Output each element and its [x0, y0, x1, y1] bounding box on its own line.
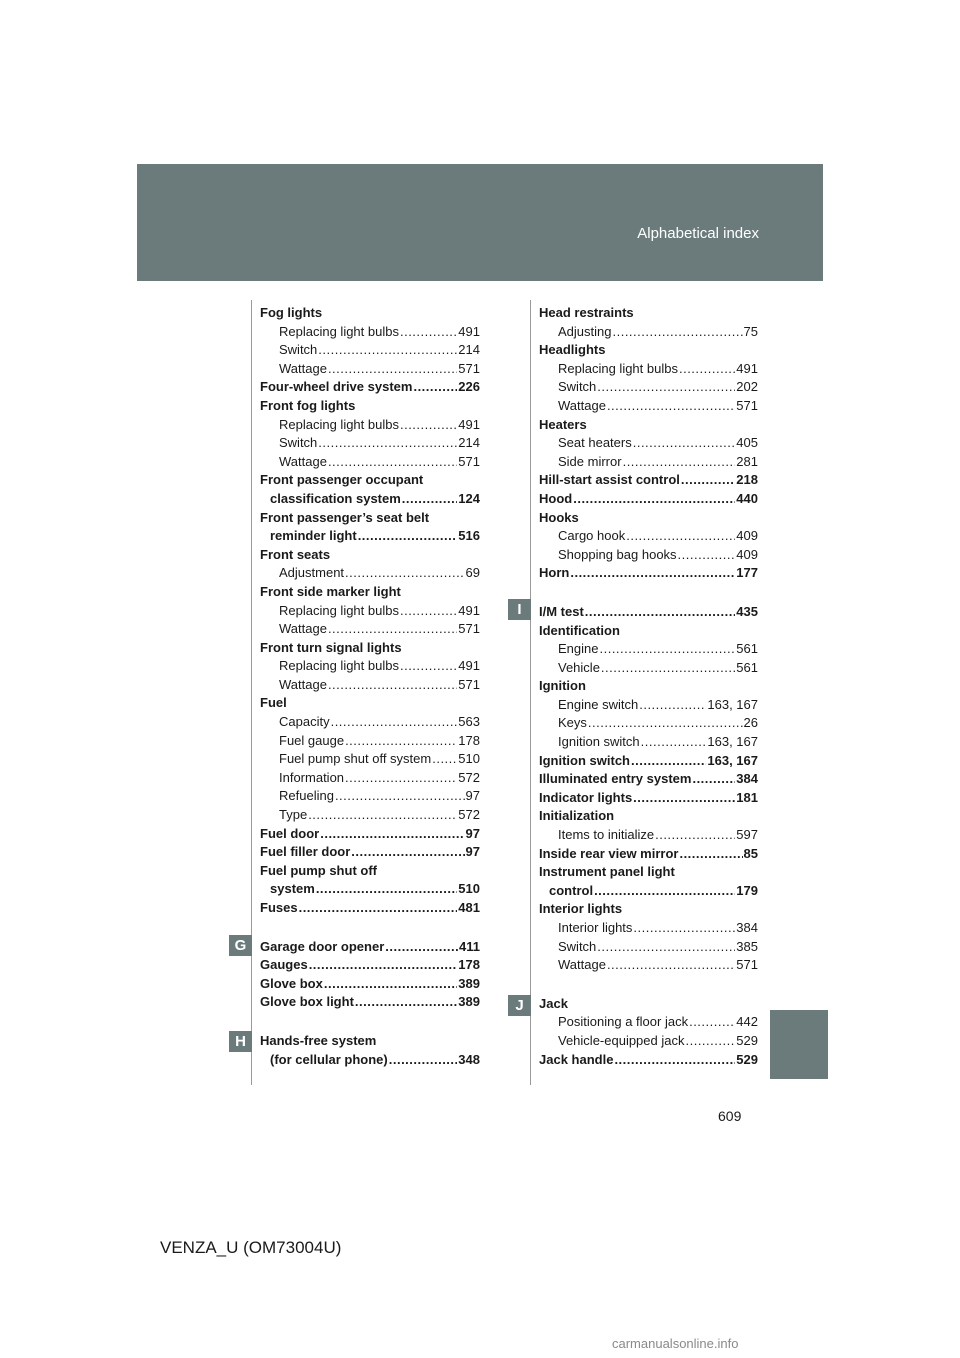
page-ref: 411 [459, 938, 480, 954]
page-ref: 97 [465, 844, 480, 860]
page-ref: 405 [736, 435, 758, 451]
index-term: Fuel pump shut off system [279, 751, 432, 767]
index-subentry [539, 378, 758, 397]
index-entry [260, 378, 480, 397]
index-entry [260, 304, 480, 323]
index-term: Front passenger occupant [260, 472, 424, 488]
index-entry [539, 603, 758, 622]
page-ref: 384 [736, 920, 758, 935]
leader-dots [679, 360, 735, 379]
index-entry [260, 956, 480, 975]
index-term: Heaters [539, 416, 587, 432]
index-term: Fuses [260, 900, 298, 915]
index-entry [260, 899, 480, 918]
section-gap [260, 1012, 480, 1032]
leader-dots [614, 1051, 735, 1070]
index-entry [260, 583, 480, 602]
page-ref: 571 [458, 453, 480, 469]
leader-dots [585, 603, 736, 622]
page-ref: 384 [736, 771, 758, 787]
page-ref: 435 [736, 603, 758, 619]
index-term: Wattage [558, 957, 606, 973]
index-term: Replacing light bulbs [279, 658, 399, 674]
index-subentry [260, 787, 480, 806]
index-subentry [539, 696, 758, 715]
index-term: Replacing light bulbs [279, 323, 399, 339]
leader-dots [389, 1051, 458, 1070]
page-ref: 510 [458, 751, 480, 767]
index-term: Horn [539, 565, 570, 581]
index-term: Vehicle-equipped jack [558, 1032, 685, 1048]
index-entry [539, 471, 758, 490]
page-ref: 124 [458, 490, 480, 506]
page-ref: 409 [736, 528, 758, 544]
index-term: Shopping bag hooks [558, 546, 677, 562]
page-ref: 389 [458, 975, 480, 991]
index-term: system [270, 881, 315, 897]
leader-dots [641, 733, 707, 752]
page-ref: 214 [458, 435, 480, 451]
index-term: Identification [539, 622, 620, 638]
index-subentry [539, 397, 758, 416]
index-entry [539, 900, 758, 919]
index-term: Jack handle [539, 1051, 614, 1067]
page-ref: 510 [458, 881, 480, 897]
index-entry [260, 938, 480, 957]
index-term: Seat heaters [558, 435, 632, 451]
index-term: Cargo hook [558, 528, 626, 544]
page-ref: 97 [465, 788, 480, 804]
leader-dots [612, 323, 742, 342]
index-term: Items to initialize [558, 827, 655, 843]
leader-dots [309, 956, 458, 975]
leader-dots [685, 1032, 735, 1051]
index-subentry [260, 360, 480, 379]
leader-dots [681, 471, 735, 490]
index-term: Front fog lights [260, 397, 356, 413]
page-ref: 163, 167 [707, 696, 758, 712]
index-term: Wattage [279, 453, 327, 469]
index-subentry [539, 1032, 758, 1051]
index-term: Replacing light bulbs [279, 416, 399, 432]
leader-dots [599, 640, 735, 659]
page-ref: 75 [743, 323, 758, 339]
section-title: Alphabetical index [637, 225, 759, 242]
index-term: Information [279, 769, 345, 785]
page-ref: 85 [743, 845, 758, 861]
page-ref: 214 [458, 342, 480, 358]
index-term: Illuminated entry system [539, 771, 692, 787]
index-term: Capacity [279, 714, 330, 730]
leader-dots [679, 845, 742, 864]
index-term: control [549, 882, 594, 898]
leader-dots [328, 676, 457, 695]
page-ref: 571 [458, 621, 480, 637]
index-subentry [260, 416, 480, 435]
page-ref: 163, 167 [707, 752, 758, 768]
index-term: Hood [539, 490, 573, 506]
leader-dots [402, 490, 458, 509]
index-term: Ignition [539, 678, 586, 694]
index-term: Front passenger’s seat belt [260, 509, 430, 525]
index-term: Wattage [279, 360, 327, 376]
leader-dots [633, 434, 736, 453]
index-term: Front turn signal lights [260, 639, 402, 655]
page-ref: 571 [458, 676, 480, 692]
index-entry [260, 694, 480, 713]
index-term: Four-wheel drive system [260, 379, 413, 395]
index-entry [539, 863, 758, 882]
index-subentry [539, 546, 758, 565]
index-term: Replacing light bulbs [558, 360, 678, 376]
leader-dots [328, 620, 457, 639]
page-ref: 163, 167 [707, 734, 758, 750]
index-term: Wattage [279, 676, 327, 692]
index-entry [539, 752, 758, 771]
index-subentry [260, 657, 480, 676]
index-subentry [260, 341, 480, 360]
leader-dots [335, 787, 465, 806]
page-ref: 571 [736, 957, 758, 973]
index-term: Interior lights [539, 901, 623, 917]
leader-dots [626, 527, 735, 546]
page-ref: 491 [458, 658, 480, 674]
index-term: Positioning a floor jack [558, 1014, 689, 1030]
index-term: Fuel [260, 695, 287, 711]
page-ref: 202 [736, 379, 758, 395]
index-entry [539, 490, 758, 509]
page-ref: 571 [736, 397, 758, 413]
index-term: Fog lights [260, 305, 323, 320]
page-ref: 226 [458, 379, 480, 395]
index-entry [539, 807, 758, 826]
letter-tab-i: I [508, 599, 531, 620]
page-ref: 348 [458, 1051, 480, 1067]
index-entry [260, 1032, 480, 1051]
index-subentry [260, 620, 480, 639]
index-term: Keys [558, 715, 587, 731]
leader-dots [328, 453, 457, 472]
index-term: Headlights [539, 342, 606, 358]
page-ref: 563 [458, 714, 480, 730]
page-ref: 571 [458, 360, 480, 376]
page-ref: 69 [465, 565, 480, 581]
index-subentry [260, 713, 480, 732]
index-subentry [539, 956, 758, 975]
page-ref: 481 [458, 900, 480, 915]
index-entry [260, 490, 480, 509]
index-entry [539, 341, 758, 360]
index-term: Hooks [539, 509, 579, 525]
index-term: Fuel filler door [260, 844, 351, 860]
left-column-rule [251, 300, 252, 1085]
index-term: Glove box [260, 975, 323, 991]
index-entry [260, 862, 480, 881]
index-term: Head restraints [539, 305, 634, 320]
index-subentry [539, 360, 758, 379]
leader-dots [345, 732, 457, 751]
watermark: carmanualsonline.info [612, 1336, 739, 1351]
leader-dots [607, 956, 735, 975]
index-subentry [539, 714, 758, 733]
index-subentry [260, 453, 480, 472]
index-subentry [260, 769, 480, 788]
page-ref: 572 [458, 769, 480, 785]
page-ref: 491 [458, 416, 480, 432]
page-ref: 178 [458, 732, 480, 748]
index-subentry [539, 453, 758, 472]
index-term: Wattage [279, 621, 327, 637]
leader-dots [633, 919, 735, 938]
index-term: Refueling [279, 788, 334, 804]
index-term: Fuel door [260, 825, 320, 841]
page-ref: 561 [736, 641, 758, 657]
leader-dots [432, 750, 457, 769]
index-subentry [260, 806, 480, 825]
section-gap [539, 975, 758, 995]
index-term: Ignition switch [539, 752, 630, 768]
index-subentry [539, 733, 758, 752]
index-term: Adjusting [558, 323, 612, 339]
leader-dots [692, 770, 735, 789]
index-entry [260, 843, 480, 862]
index-term: Instrument panel light [539, 864, 675, 880]
index-term: I/M test [539, 603, 584, 619]
index-entry [539, 304, 758, 323]
index-entry [539, 416, 758, 435]
leader-dots [324, 975, 457, 994]
leader-dots [570, 564, 735, 583]
index-term: Gauges [260, 957, 308, 973]
leader-dots [413, 378, 457, 397]
index-entry [260, 639, 480, 658]
section-gap [539, 583, 758, 603]
index-subentry [539, 659, 758, 678]
page-ref: 181 [736, 789, 758, 805]
index-term: classification system [270, 490, 401, 506]
index-column-right [539, 304, 758, 1069]
leader-dots [345, 769, 457, 788]
page-ref: 177 [736, 565, 758, 581]
index-subentry [260, 602, 480, 621]
page-ref: 26 [743, 715, 758, 731]
leader-dots [351, 843, 464, 862]
index-entry [539, 770, 758, 789]
index-term: Interior lights [558, 920, 633, 935]
leader-dots [400, 323, 457, 342]
page-ref: 491 [736, 360, 758, 376]
page-ref: 179 [736, 882, 758, 898]
index-subentry [260, 750, 480, 769]
page-ref: 491 [458, 323, 480, 339]
index-subentry [260, 564, 480, 583]
page-ref: 561 [736, 659, 758, 675]
leader-dots [573, 490, 735, 509]
leader-dots [597, 938, 735, 957]
index-subentry [539, 1013, 758, 1032]
index-subentry [539, 640, 758, 659]
index-subentry [260, 323, 480, 342]
leader-dots [320, 825, 464, 844]
page-ref: 491 [458, 602, 480, 618]
index-subentry [539, 323, 758, 342]
leader-dots [328, 360, 457, 379]
section-gap [260, 918, 480, 938]
index-entry [260, 471, 480, 490]
index-term: Adjustment [279, 565, 345, 581]
index-subentry [539, 826, 758, 845]
leader-dots [639, 696, 706, 715]
page-ref: 529 [736, 1051, 758, 1067]
index-entry [539, 789, 758, 808]
leader-dots [623, 453, 736, 472]
index-term: Front side marker light [260, 583, 401, 599]
document-code: VENZA_U (OM73004U) [160, 1238, 342, 1257]
leader-dots [594, 882, 735, 901]
leader-dots [689, 1013, 735, 1032]
index-entry [260, 1051, 480, 1070]
index-term: Inside rear view mirror [539, 845, 679, 861]
index-entry [260, 975, 480, 994]
page-ref: 409 [736, 546, 758, 562]
index-term: Garage door opener [260, 938, 385, 954]
index-term: Switch [279, 435, 318, 451]
index-subentry [260, 732, 480, 751]
page-ref: 529 [736, 1032, 758, 1048]
index-subentry [260, 434, 480, 453]
index-term: Vehicle [558, 659, 600, 675]
page-ref: 597 [736, 827, 758, 843]
index-term: Wattage [558, 397, 606, 413]
page-ref: 572 [458, 807, 480, 823]
index-entry [539, 882, 758, 901]
letter-tab-g: G [229, 935, 252, 956]
index-entry [260, 527, 480, 546]
index-term: Switch [558, 938, 597, 954]
leader-dots [601, 659, 735, 678]
index-term: Hill-start assist control [539, 472, 680, 488]
index-term: Indicator lights [539, 789, 633, 805]
index-column-left [260, 304, 480, 1069]
index-term: Jack [539, 995, 568, 1011]
header-band [137, 164, 823, 281]
leader-dots [358, 527, 458, 546]
index-entry [539, 677, 758, 696]
leader-dots [385, 938, 458, 957]
index-term: Initialization [539, 808, 615, 824]
leader-dots [299, 899, 458, 918]
section-thumb-tab [770, 1010, 828, 1079]
leader-dots [655, 826, 735, 845]
index-term: Side mirror [558, 453, 622, 469]
index-term: Replacing light bulbs [279, 602, 399, 618]
index-subentry [539, 919, 758, 938]
index-entry [539, 622, 758, 641]
index-term: Fuel pump shut off [260, 862, 377, 878]
index-entry [260, 546, 480, 565]
index-entry [260, 509, 480, 528]
index-term: Glove box light [260, 994, 354, 1010]
index-term: Ignition switch [558, 734, 640, 750]
leader-dots [400, 657, 457, 676]
leader-dots [355, 993, 457, 1012]
index-entry [260, 993, 480, 1012]
leader-dots [631, 752, 706, 771]
index-entry [260, 825, 480, 844]
index-entry [539, 995, 758, 1014]
index-entry [539, 1051, 758, 1070]
page-ref: 281 [736, 453, 758, 469]
index-term: Type [279, 807, 308, 823]
index-subentry [539, 527, 758, 546]
index-term: Fuel gauge [279, 732, 345, 748]
index-term: reminder light [270, 528, 357, 544]
leader-dots [588, 714, 743, 733]
index-entry [539, 509, 758, 528]
leader-dots [318, 434, 457, 453]
index-subentry [260, 676, 480, 695]
leader-dots [400, 416, 457, 435]
leader-dots [607, 397, 735, 416]
page-ref: 178 [458, 957, 480, 973]
index-subentry [539, 434, 758, 453]
index-entry [260, 880, 480, 899]
page-ref: 442 [736, 1014, 758, 1030]
right-column-rule [530, 300, 531, 1085]
leader-dots [331, 713, 458, 732]
leader-dots [308, 806, 457, 825]
leader-dots [318, 341, 457, 360]
index-term: Hands-free system [260, 1032, 377, 1048]
index-subentry [539, 938, 758, 957]
index-term: Engine [558, 641, 599, 657]
letter-tab-j: J [508, 995, 531, 1016]
letter-tab-h: H [229, 1031, 252, 1052]
page-ref: 97 [465, 825, 480, 841]
leader-dots [633, 789, 735, 808]
index-term: Switch [558, 379, 597, 395]
leader-dots [400, 602, 457, 621]
index-term: Engine switch [558, 696, 639, 712]
page-ref: 389 [458, 994, 480, 1010]
leader-dots [345, 564, 464, 583]
index-entry [539, 564, 758, 583]
index-term: Switch [279, 342, 318, 358]
index-entry [260, 397, 480, 416]
leader-dots [597, 378, 735, 397]
index-term: (for cellular phone) [270, 1051, 388, 1067]
page-ref: 385 [736, 938, 758, 954]
page-ref: 218 [736, 472, 758, 488]
leader-dots [316, 880, 457, 899]
index-entry [539, 845, 758, 864]
page-ref: 440 [736, 490, 758, 506]
page-number: 609 [718, 1108, 742, 1124]
page-ref: 516 [458, 528, 480, 544]
index-term: Front seats [260, 546, 331, 562]
leader-dots [678, 546, 736, 565]
